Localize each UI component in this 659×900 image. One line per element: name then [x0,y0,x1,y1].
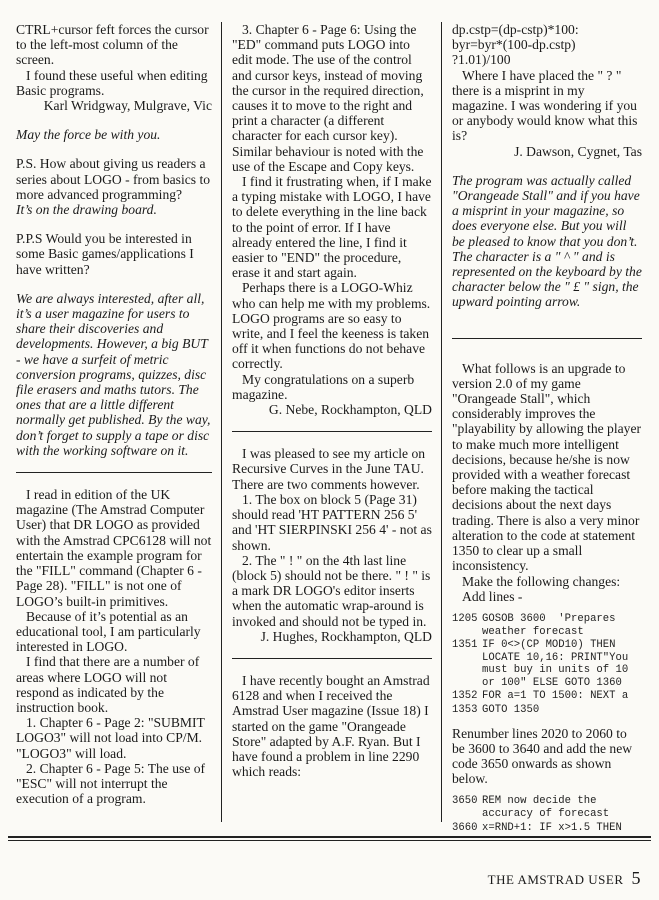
letter-signature: G. Nebe, Rockhampton, QLD [268,402,432,418]
page-footer [488,868,641,889]
letter-text: 3. Chapter 6 - Page 6: Using the "ED" command puts LOGO into edit mode. The use of the control and cursor keys, instead of moving the cursor in the required direction, causes it to move to the right and print a character (a different character for each cursor key). Similar behaviour is noted with the use of the Escape and Copy keys. [232,22,424,174]
letter-signature: Karl Wridgway, Mulgrave, Vic [43,98,212,114]
footer-rule [8,840,651,841]
code-line: ?1.01)/100 [452,52,511,68]
letter-text: 2. The " ! " on the 4th last line (block 5) should not be there. " ! " is a mark DR LOGO's editor inserts when the automatic wrap-around is invoked and should not be typed in. [232,552,431,629]
letter-separator [232,431,432,432]
letter-text: 2. Chapter 6 - Page 5: The use of "ESC" will not interrupt the execution of a program. [16,760,206,807]
letter-text: I have recently bought an Amstrad 6128 and when I received the Amstrad User magazine (Issue 18) I started on the game "Orangeade Store" adapted by A.F. Ryan. But I have found a problem in line 2290 which reads: [232,672,430,780]
code-row [452,822,642,835]
letter-text: What follows is an upgrade to version 2.0 of my game "Orangeade Stall", which considerably improves the "playability by allowing the player to make much more intelligent decisions, because he/she is now provided with a weather forecast before making the tactical decisions about the next days trading. There is also a very minor alteration to the code at statement 1350 to clear up a small inconsistency. [452,360,642,574]
code-row [452,639,642,689]
letter-text: Where I have placed the " ? " there is a misprint in my magazine. I was wondering if you or anybody would know what this is? [452,67,638,144]
line-number: 1351 [452,639,478,652]
footer-rule [8,836,651,838]
code-statement: GOTO 1350 [482,704,540,717]
letter-separator [16,472,212,473]
letter-text: I read in edition of the UK magazine (The Amstrad Computer User) that DR LOGO as provided with the Amstrad CPC6128 will not entertain the example program for the "FILL" command (Chapter 6 - Page 28). "FILL" is not one of LOGO’s built-in primitives. [16,487,212,609]
line-number: 3650 [452,795,478,808]
line-number: 1352 [452,690,478,703]
letter-text: My congratulations on a superb magazine. [232,371,415,402]
letter-text: Perhaps there is a LOGO-Whiz who can help me with my problems. LOGO programs are so easy to write, and I feel the keeness is taken off it when functions do not behave correctly. [232,280,431,372]
editor-reply: The program was actually called "Orangeade Stall" and if you have a misprint in your magazine, so does everyone else. But you will be pleased to know that you don’t. The character is a " ^ " and is represented on the keyboard by the character below the " £ " sign, the upward pointing arrow. [452,172,642,310]
letter-text: I find that there are a number of areas where LOGO will not respond as indicated by the instruction book. [16,654,200,715]
code-row [452,704,642,717]
line-number: 3660 [452,821,478,834]
letter-text: Renumber lines 2020 to 2060 to be 3600 to 3640 and add the new code 3650 onwards as shown below. [452,725,633,787]
editor-reply: May the force be with you. [16,127,161,143]
code-listing [452,795,642,834]
column-divider [441,22,442,822]
editor-reply: We are always interested, after all, it’s a user magazine for users to share their discoveries and developments. However, a big BUT - we have a surfeit of metric conversion programs, quizzes, disc file erasers and maths tutors. The ones that are a little different normally get published. By the way, don’t forget to supply a tape or disc with the working software on it. [16,290,211,458]
letter-signature: J. Dawson, Cygnet, Tas [514,143,642,159]
letter-separator [452,338,642,339]
code-statement: x=RND+1: IF x>1.5 THEN [482,821,622,834]
code-line: byr=byr*(100-dp.cstp) [452,37,576,53]
line-number: 1353 [452,704,478,717]
code-line: dp.cstp=(dp-cstp)*100: [452,22,579,37]
code-statement: IF 0<>(CP MOD10) THEN LOCATE 10,16: PRINT"You must buy in units of 10 or 100" ELSE GOTO 1360 [482,639,635,689]
code-row [452,690,642,703]
column-divider [221,22,222,822]
column-2 [232,22,432,779]
letter-text: P.P.S Would you be interested in some Basic games/applications I have written? [16,231,194,277]
editor-reply: It’s on the drawing board. [16,202,157,218]
code-row [452,795,642,820]
letter-text: CTRL+cursor feft forces the cursor to the left-most column of the screen. [16,22,209,68]
line-number: 1205 [452,612,478,625]
code-listing [452,613,642,717]
magazine-title: THE AMSTRAD USER [487,872,624,887]
code-row [452,613,642,638]
letter-text: P.S. How about giving us readers a series about LOGO - from basics to more advanced programming? [16,156,211,202]
letter-text: Make the following changes: [462,573,621,589]
column-1 [16,22,212,806]
letter-text: I was pleased to see my article on Recursive Curves in the June TAU. There are two comments however. [232,446,426,492]
letter-separator [232,658,432,659]
code-statement: FOR a=1 TO 1500: NEXT a [482,690,629,703]
letter-text: Because of it’s potential as an educational tool, I am particularly interested in LOGO. [16,608,201,655]
letter-text: 1. The box on block 5 (Page 31) should read 'HT PATTERN 256 5' and 'HT SIERPINSKI 256 4' - not as shown. [232,491,432,553]
column-3 [452,22,642,835]
letter-text: Add lines - [462,588,523,604]
page-number: 5 [631,868,641,888]
letter-text: 1. Chapter 6 - Page 2: "SUBMIT LOGO3" will not load into CP/M. "LOGO3" will load. [16,715,205,761]
letter-signature: J. Hughes, Rockhampton, QLD [260,628,432,644]
letter-text: I found these useful when editing Basic programs. [16,67,208,98]
letter-text: I find it frustrating when, if I make a typing mistake with LOGO, I have to delete everything in the line back to the point of error. If I have already entered the line, I find it easier to "END" the procedure, erase it and start again. [232,174,432,281]
code-statement: GOSOB 3600 'Prepares weather forecast [482,612,622,638]
code-statement: REM now decide the accuracy of forecast [482,795,610,821]
